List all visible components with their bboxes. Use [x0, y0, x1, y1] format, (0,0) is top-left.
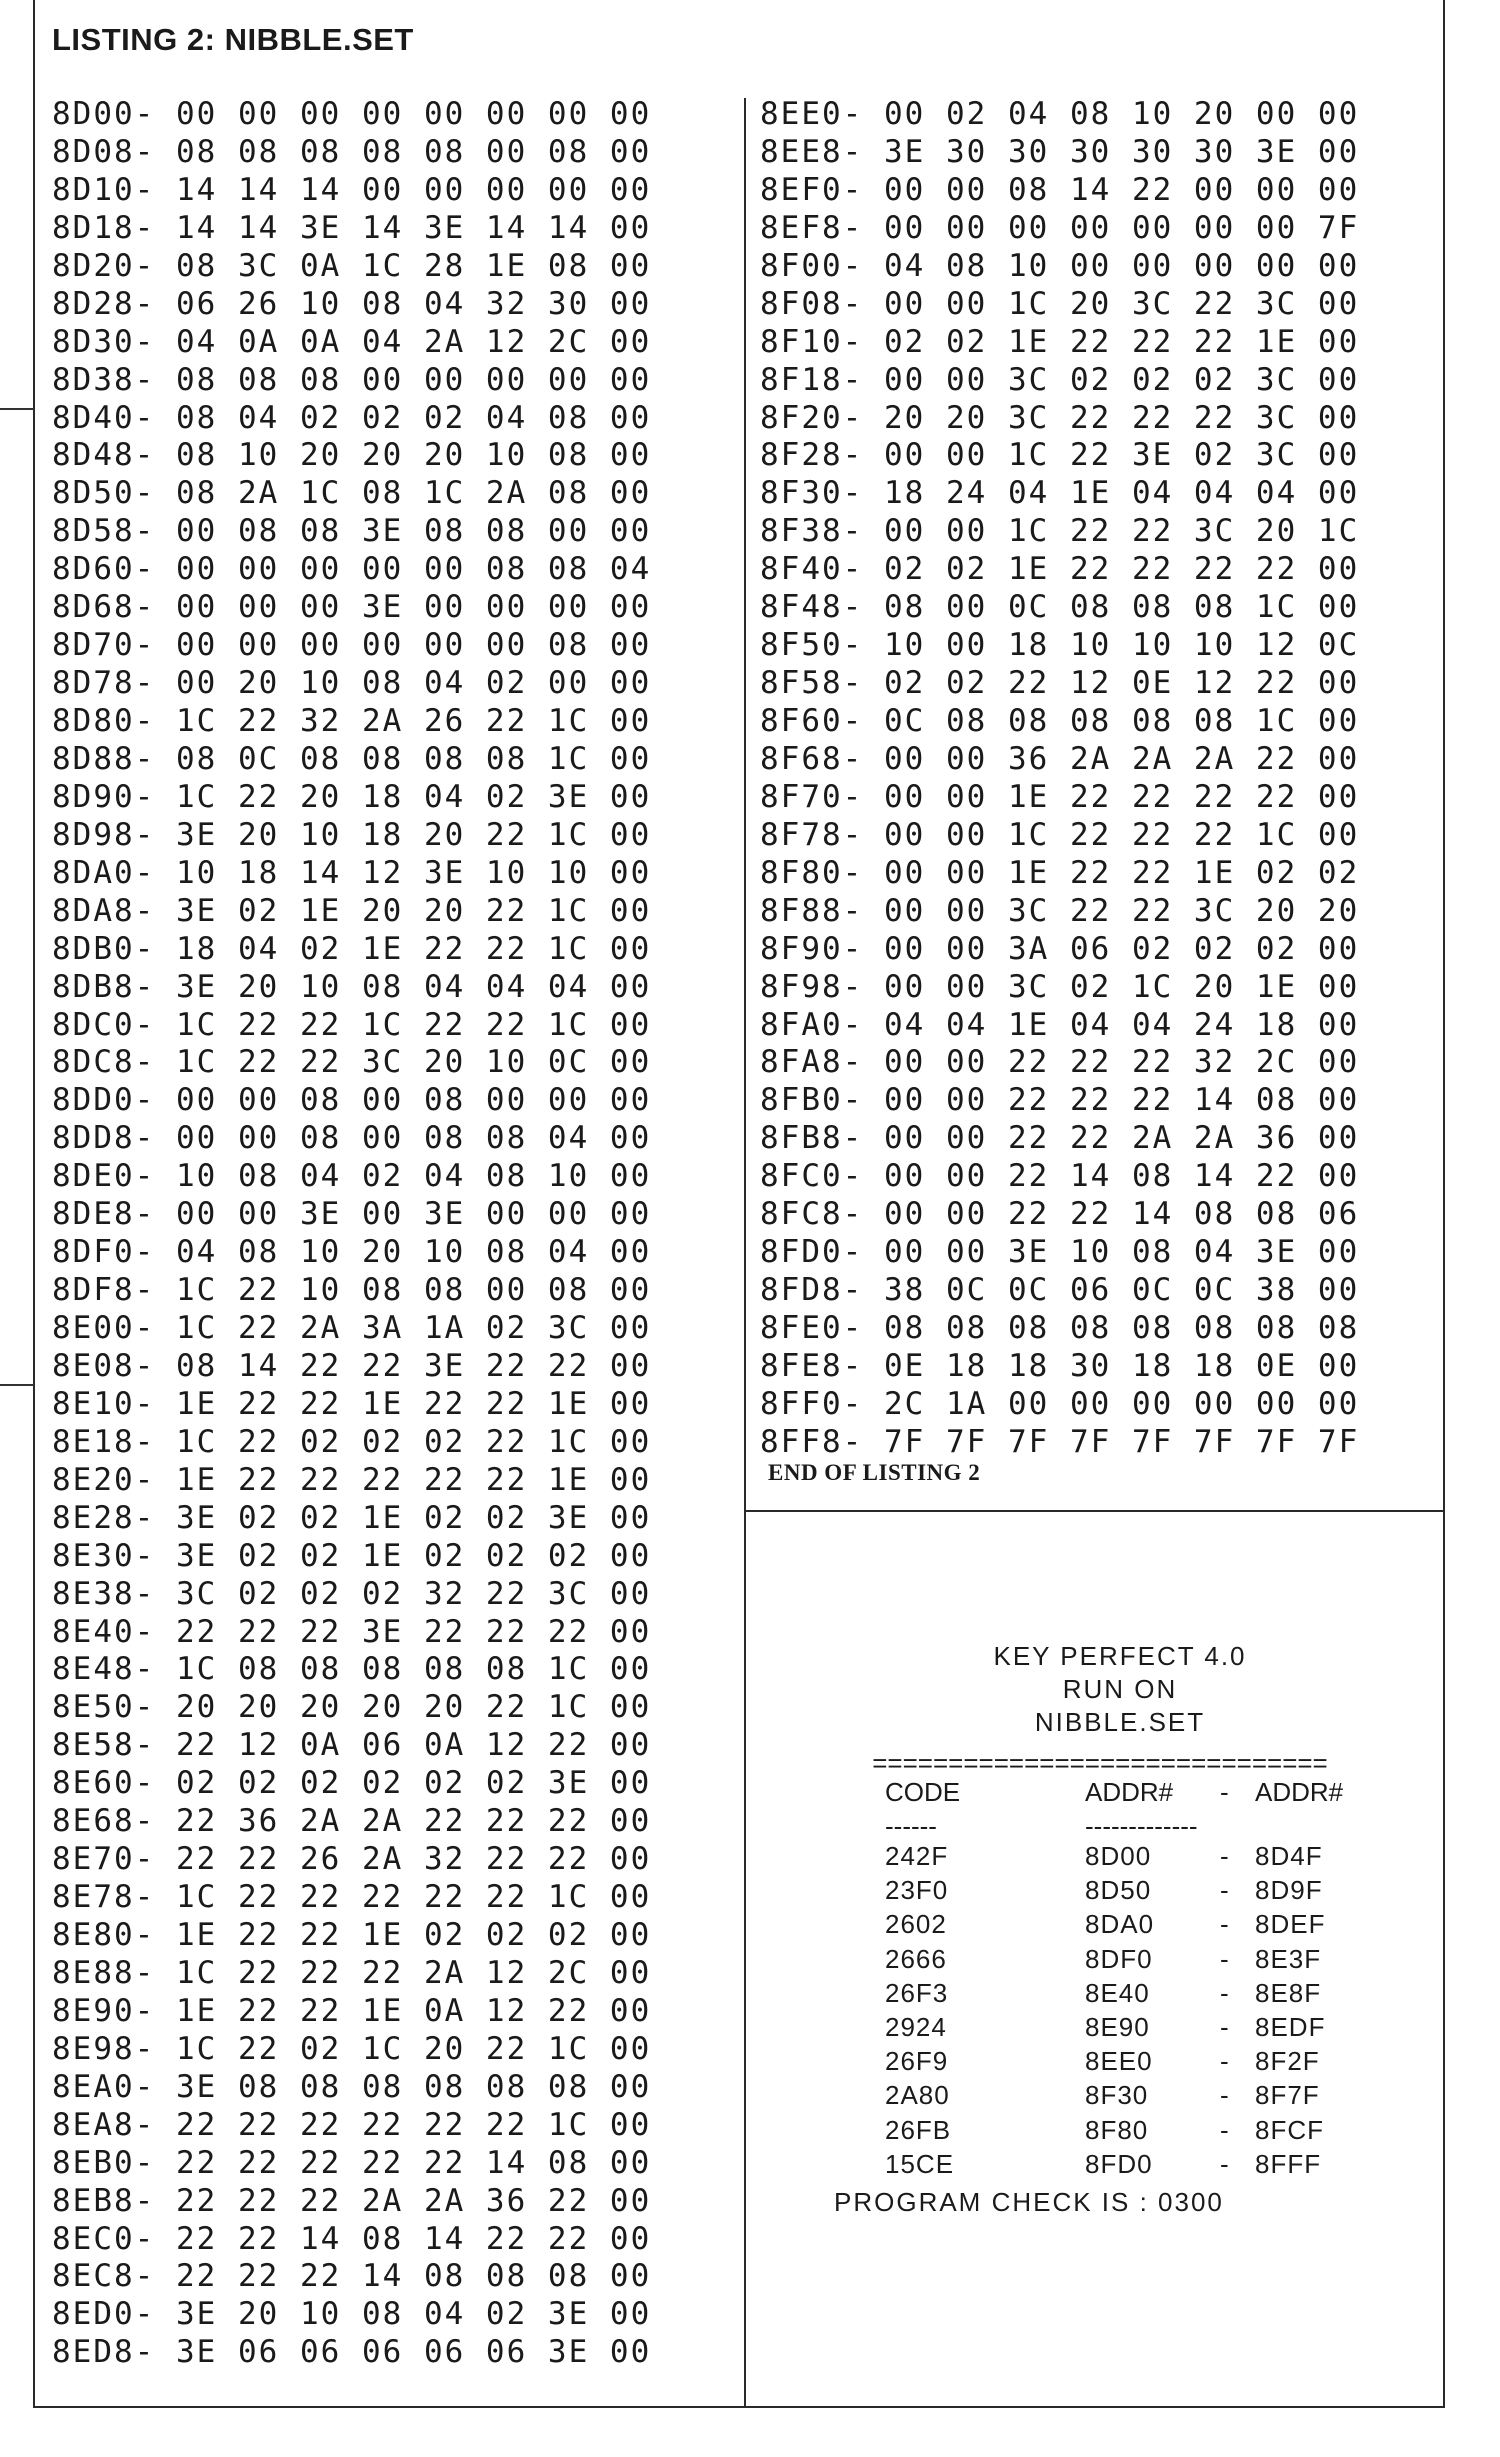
hex-dump-line: 8D40- 08 04 02 02 02 04 08 00: [52, 399, 652, 436]
hex-dump-line: 8FC8- 00 00 22 22 14 08 08 06: [760, 1196, 1360, 1233]
hex-dump-line: 8FE0- 08 08 08 08 08 08 08 08: [760, 1310, 1360, 1346]
hex-dump-line: 8FA8- 00 00 22 22 22 32 2C 00: [760, 1044, 1360, 1081]
hex-dump-line: 8F38- 00 00 1C 22 22 3C 20 1C: [760, 513, 1360, 550]
addr-underline: -------------: [1085, 1811, 1198, 1841]
checksum-code: 26F3: [885, 1977, 949, 2008]
hex-dump-line: 8D48- 08 10 20 20 20 10 08 00: [52, 437, 652, 474]
hex-dump-line: 8F30- 18 24 04 1E 04 04 04 00: [760, 475, 1360, 512]
hex-dump-line: 8FB8- 00 00 22 22 2A 2A 36 00: [760, 1120, 1360, 1157]
frame-bottom-border: [33, 2406, 1445, 2408]
checksum-code: 26F9: [885, 2046, 949, 2077]
addr-separator: -: [1220, 2046, 1230, 2077]
hex-dump-line: 8EE0- 00 02 04 08 10 20 00 00: [760, 96, 1360, 132]
hex-dump-line: 8D60- 00 00 00 00 00 08 08 04: [52, 551, 652, 588]
hex-dump-line: 8DC8- 1C 22 22 3C 20 10 0C 00: [52, 1044, 652, 1081]
addr-separator: -: [1220, 1909, 1230, 1940]
addr-from: 8EE0: [1085, 2046, 1153, 2077]
listing-title: LISTING 2: NIBBLE.SET: [52, 22, 414, 57]
addr-from: 8DF0: [1085, 1943, 1153, 1974]
addr-from: 8F80: [1085, 2114, 1149, 2145]
checksum-row: [820, 2080, 1380, 2114]
addr-from: 8FD0: [1085, 2148, 1153, 2179]
hex-dump-line: 8E68- 22 36 2A 2A 22 22 22 00: [52, 1803, 652, 1840]
hex-dump-line: 8D28- 06 26 10 08 04 32 30 00: [52, 285, 652, 322]
hex-dump-line: 8E60- 02 02 02 02 02 02 3E 00: [52, 1765, 652, 1802]
hex-dump-line: 8E38- 3C 02 02 02 32 22 3C 00: [52, 1575, 652, 1612]
addr-to: 8F2F: [1255, 2046, 1320, 2077]
hex-dump-line: 8E58- 22 12 0A 06 0A 12 22 00: [52, 1727, 652, 1764]
checksum-code: 15CE: [885, 2148, 955, 2179]
addr-from: 8E90: [1085, 2011, 1150, 2042]
key-perfect-column-headers: [820, 1777, 1380, 1811]
key-perfect-run-on: RUN ON: [1062, 1674, 1178, 1704]
addr-to: 8FCF: [1255, 2114, 1324, 2145]
hex-dump-line: 8E90- 1E 22 22 1E 0A 12 22 00: [52, 1992, 652, 2029]
checksum-code: 23F0: [885, 1875, 949, 1906]
key-perfect-filename: NIBBLE.SET: [1034, 1707, 1206, 1737]
header-separator: -: [1220, 1777, 1229, 1807]
hex-dump-line: 8EB8- 22 22 22 2A 2A 36 22 00: [52, 2182, 652, 2219]
hex-dump-line: 8D80- 1C 22 32 2A 26 22 1C 00: [52, 703, 652, 739]
hex-dump-line: 8F98- 00 00 3C 02 1C 20 1E 00: [760, 968, 1360, 1005]
hex-dump-line: 8E80- 1E 22 22 1E 02 02 02 00: [52, 1917, 652, 1953]
hex-dump-line: 8F08- 00 00 1C 20 3C 22 3C 00: [760, 285, 1360, 322]
end-of-listing-label: END OF LISTING 2: [768, 1460, 981, 1485]
checksum-code: 26FB: [885, 2114, 952, 2145]
hex-dump-line: 8FD0- 00 00 3E 10 08 04 3E 00: [760, 1234, 1360, 1271]
hex-dump-line: 8F18- 00 00 3C 02 02 02 3C 00: [760, 361, 1360, 398]
hex-dump-line: 8F28- 00 00 1C 22 3E 02 3C 00: [760, 437, 1360, 474]
hex-dump-line: 8D30- 04 0A 0A 04 2A 12 2C 00: [52, 323, 652, 360]
hex-dump-line: 8E10- 1E 22 22 1E 22 22 1E 00: [52, 1385, 652, 1422]
hex-dump-line: 8E30- 3E 02 02 1E 02 02 02 00: [52, 1537, 652, 1574]
checksum-row: [820, 1875, 1380, 1909]
hex-dump-line: 8E70- 22 22 26 2A 32 22 22 00: [52, 1841, 652, 1878]
addr-to: 8E3F: [1255, 1943, 1322, 1974]
hex-dump-line: 8D58- 00 08 08 3E 08 08 00 00: [52, 513, 652, 550]
key-perfect-box: [820, 1640, 1380, 2219]
hex-listing-right-column: [760, 96, 1359, 1462]
addr-separator: -: [1220, 2011, 1230, 2042]
hex-dump-line: 8E08- 08 14 22 22 3E 22 22 00: [52, 1347, 652, 1384]
double-rule: ==============================: [872, 1753, 1328, 1773]
hex-dump-line: 8DB8- 3E 20 10 08 04 04 04 00: [52, 968, 652, 1005]
hex-dump-line: 8F68- 00 00 36 2A 2A 2A 22 00: [760, 740, 1360, 777]
hex-dump-line: 8EC8- 22 22 22 14 08 08 08 00: [52, 2258, 652, 2295]
hex-dump-line: 8D38- 08 08 08 00 00 00 00 00: [52, 361, 652, 398]
checksum-row: [820, 1944, 1380, 1978]
hex-dump-line: 8DD8- 00 00 08 00 08 08 04 00: [52, 1120, 652, 1157]
addr-separator: -: [1220, 1841, 1230, 1871]
hex-dump-line: 8DF0- 04 08 10 20 10 08 04 00: [52, 1234, 652, 1271]
hex-dump-line: 8E88- 1C 22 22 22 2A 12 2C 00: [52, 1954, 652, 1991]
hex-dump-line: 8DA0- 10 18 14 12 3E 10 10 00: [52, 854, 652, 891]
hex-dump-line: 8D78- 00 20 10 08 04 02 00 00: [52, 665, 652, 702]
hex-dump-line: 8FD8- 38 0C 0C 06 0C 0C 38 00: [760, 1272, 1360, 1309]
checksum-row: [820, 2012, 1380, 2046]
addr-from: 8DA0: [1085, 1909, 1155, 1940]
hex-dump-line: 8EF8- 00 00 00 00 00 00 00 7F: [760, 209, 1360, 246]
hex-dump-line: 8DC0- 1C 22 22 1C 22 22 1C 00: [52, 1006, 652, 1043]
hex-dump-line: 8D70- 00 00 00 00 00 00 08 00: [52, 627, 652, 664]
addr-separator: -: [1220, 2148, 1230, 2179]
hex-dump-line: 8EA8- 22 22 22 22 22 22 1C 00: [52, 2106, 652, 2143]
code-underline: ------: [885, 1811, 937, 1841]
addr-from: 8D50: [1085, 1875, 1152, 1906]
addr-from: 8D00: [1085, 1841, 1152, 1871]
addr-separator: -: [1220, 2080, 1230, 2111]
hex-dump-line: 8F70- 00 00 1E 22 22 22 22 00: [760, 778, 1360, 815]
key-perfect-table: [820, 1841, 1380, 2183]
hex-dump-line: 8E48- 1C 08 08 08 08 08 1C 00: [52, 1651, 652, 1688]
hex-dump-line: 8EB0- 22 22 22 22 22 14 08 00: [52, 2144, 652, 2181]
hex-dump-line: 8D20- 08 3C 0A 1C 28 1E 08 00: [52, 247, 652, 284]
hex-dump-line: 8E28- 3E 02 02 1E 02 02 3E 00: [52, 1499, 652, 1536]
addr-separator: -: [1220, 1943, 1230, 1974]
addr-to: 8D9F: [1255, 1875, 1323, 1906]
hex-dump-line: 8ED8- 3E 06 06 06 06 06 3E 00: [52, 2334, 652, 2371]
hex-dump-line: 8E18- 1C 22 02 02 02 22 1C 00: [52, 1423, 652, 1460]
hex-dump-line: 8D18- 14 14 3E 14 3E 14 14 00: [52, 209, 652, 246]
hex-dump-line: 8F00- 04 08 10 00 00 00 00 00: [760, 247, 1360, 284]
hex-dump-line: 8E78- 1C 22 22 22 22 22 1C 00: [52, 1879, 652, 1916]
checksum-row: [820, 2149, 1380, 2183]
hex-dump-line: 8F58- 02 02 22 12 0E 12 22 00: [760, 665, 1360, 702]
hex-dump-line: 8F40- 02 02 1E 22 22 22 22 00: [760, 551, 1360, 588]
hex-dump-line: 8DE0- 10 08 04 02 04 08 10 00: [52, 1158, 652, 1195]
hex-dump-line: 8FF8- 7F 7F 7F 7F 7F 7F 7F 7F: [760, 1423, 1360, 1460]
hex-dump-line: 8D68- 00 00 00 3E 00 00 00 00: [52, 589, 652, 626]
hex-dump-line: 8F88- 00 00 3C 22 22 3C 20 20: [760, 892, 1360, 929]
hex-dump-line: 8F48- 08 00 0C 08 08 08 1C 00: [760, 589, 1360, 626]
hex-dump-line: 8F10- 02 02 1E 22 22 22 1E 00: [760, 323, 1360, 360]
hex-dump-line: 8DD0- 00 00 08 00 08 00 00 00: [52, 1082, 652, 1119]
hex-dump-line: 8DE8- 00 00 3E 00 3E 00 00 00: [52, 1196, 652, 1233]
margin-tick-mark: [0, 408, 34, 410]
checksum-code: 242F: [885, 1841, 949, 1871]
hex-dump-line: 8D88- 08 0C 08 08 08 08 1C 00: [52, 740, 652, 777]
hex-dump-line: 8F20- 20 20 3C 22 22 22 3C 00: [760, 399, 1360, 436]
frame-right-border: [1443, 0, 1445, 2408]
addr-to: 8F7F: [1255, 2080, 1320, 2111]
addr-to: 8D4F: [1255, 1841, 1323, 1871]
addr-to: 8FFF: [1255, 2148, 1322, 2179]
hex-dump-line: 8EF0- 00 00 08 14 22 00 00 00: [760, 171, 1360, 208]
addr-to: 8DEF: [1255, 1909, 1326, 1940]
hex-dump-line: 8E50- 20 20 20 20 20 22 1C 00: [52, 1689, 652, 1726]
hex-dump-line: 8E40- 22 22 22 3E 22 22 22 00: [52, 1613, 652, 1650]
key-perfect-title: KEY PERFECT 4.0: [993, 1641, 1247, 1671]
hex-dump-line: 8D10- 14 14 14 00 00 00 00 00: [52, 171, 652, 208]
checksum-row: [820, 1909, 1380, 1943]
hex-dump-line: 8E20- 1E 22 22 22 22 22 1E 00: [52, 1461, 652, 1498]
column-divider: [744, 98, 746, 2408]
hex-dump-line: 8F90- 00 00 3A 06 02 02 02 00: [760, 930, 1360, 967]
checksum-code: 2602: [885, 1909, 947, 1940]
checksum-code: 2A80: [885, 2080, 950, 2111]
hex-dump-line: 8D08- 08 08 08 08 08 00 08 00: [52, 133, 652, 170]
hex-dump-line: 8D98- 3E 20 10 18 20 22 1C 00: [52, 816, 652, 853]
hex-listing-left-column: [52, 96, 651, 2372]
hex-dump-line: 8FA0- 04 04 1E 04 04 24 18 00: [760, 1006, 1360, 1043]
program-check: PROGRAM CHECK IS : 0300: [834, 2186, 1224, 2217]
hex-dump-line: 8E98- 1C 22 02 1C 20 22 1C 00: [52, 2030, 652, 2067]
key-perfect-box-divider: [744, 1510, 1445, 1512]
hex-dump-line: 8EE8- 3E 30 30 30 30 30 3E 00: [760, 133, 1360, 170]
header-addr-to: ADDR#: [1255, 1777, 1344, 1807]
addr-separator: -: [1220, 1875, 1230, 1906]
hex-dump-line: 8F50- 10 00 18 10 10 10 12 0C: [760, 627, 1360, 664]
checksum-code: 2666: [885, 1943, 947, 1974]
hex-dump-line: 8F80- 00 00 1E 22 22 1E 02 02: [760, 854, 1360, 891]
hex-dump-line: 8EA0- 3E 08 08 08 08 08 08 00: [52, 2068, 652, 2105]
frame-left-border: [33, 0, 35, 2408]
checksum-row: [820, 1841, 1380, 1875]
addr-to: 8E8F: [1255, 1977, 1322, 2008]
header-addr-from: ADDR#: [1085, 1777, 1174, 1807]
hex-dump-line: 8FB0- 00 00 22 22 22 14 08 00: [760, 1082, 1360, 1119]
addr-to: 8EDF: [1255, 2011, 1326, 2042]
hex-dump-line: 8F60- 0C 08 08 08 08 08 1C 00: [760, 703, 1360, 739]
header-code: CODE: [885, 1777, 961, 1807]
checksum-row: [820, 2115, 1380, 2149]
hex-dump-line: 8DB0- 18 04 02 1E 22 22 1C 00: [52, 930, 652, 967]
hex-dump-line: 8E00- 1C 22 2A 3A 1A 02 3C 00: [52, 1310, 652, 1346]
hex-dump-line: 8D90- 1C 22 20 18 04 02 3E 00: [52, 778, 652, 815]
hex-dump-line: 8FE8- 0E 18 18 30 18 18 0E 00: [760, 1347, 1360, 1384]
addr-separator: -: [1220, 1977, 1230, 2008]
margin-tick-mark: [0, 1384, 34, 1386]
hex-dump-line: 8ED0- 3E 20 10 08 04 02 3E 00: [52, 2296, 652, 2333]
hex-dump-line: 8D00- 00 00 00 00 00 00 00 00: [52, 96, 652, 132]
hex-dump-line: 8DA8- 3E 02 1E 20 20 22 1C 00: [52, 892, 652, 929]
addr-from: 8F30: [1085, 2080, 1149, 2111]
addr-from: 8E40: [1085, 1977, 1150, 2008]
checksum-code: 2924: [885, 2011, 947, 2042]
hex-dump-line: 8FC0- 00 00 22 14 08 14 22 00: [760, 1158, 1360, 1195]
checksum-row: [820, 1978, 1380, 2012]
hex-dump-line: 8D50- 08 2A 1C 08 1C 2A 08 00: [52, 475, 652, 512]
hex-dump-line: 8EC0- 22 22 14 08 14 22 22 00: [52, 2220, 652, 2257]
hex-dump-line: 8FF0- 2C 1A 00 00 00 00 00 00: [760, 1385, 1360, 1422]
hex-dump-line: 8DF8- 1C 22 10 08 08 00 08 00: [52, 1272, 652, 1309]
key-perfect-header-underline: [820, 1811, 1380, 1841]
hex-dump-line: 8F78- 00 00 1C 22 22 22 1C 00: [760, 816, 1360, 853]
checksum-row: [820, 2046, 1380, 2080]
addr-separator: -: [1220, 2114, 1230, 2145]
